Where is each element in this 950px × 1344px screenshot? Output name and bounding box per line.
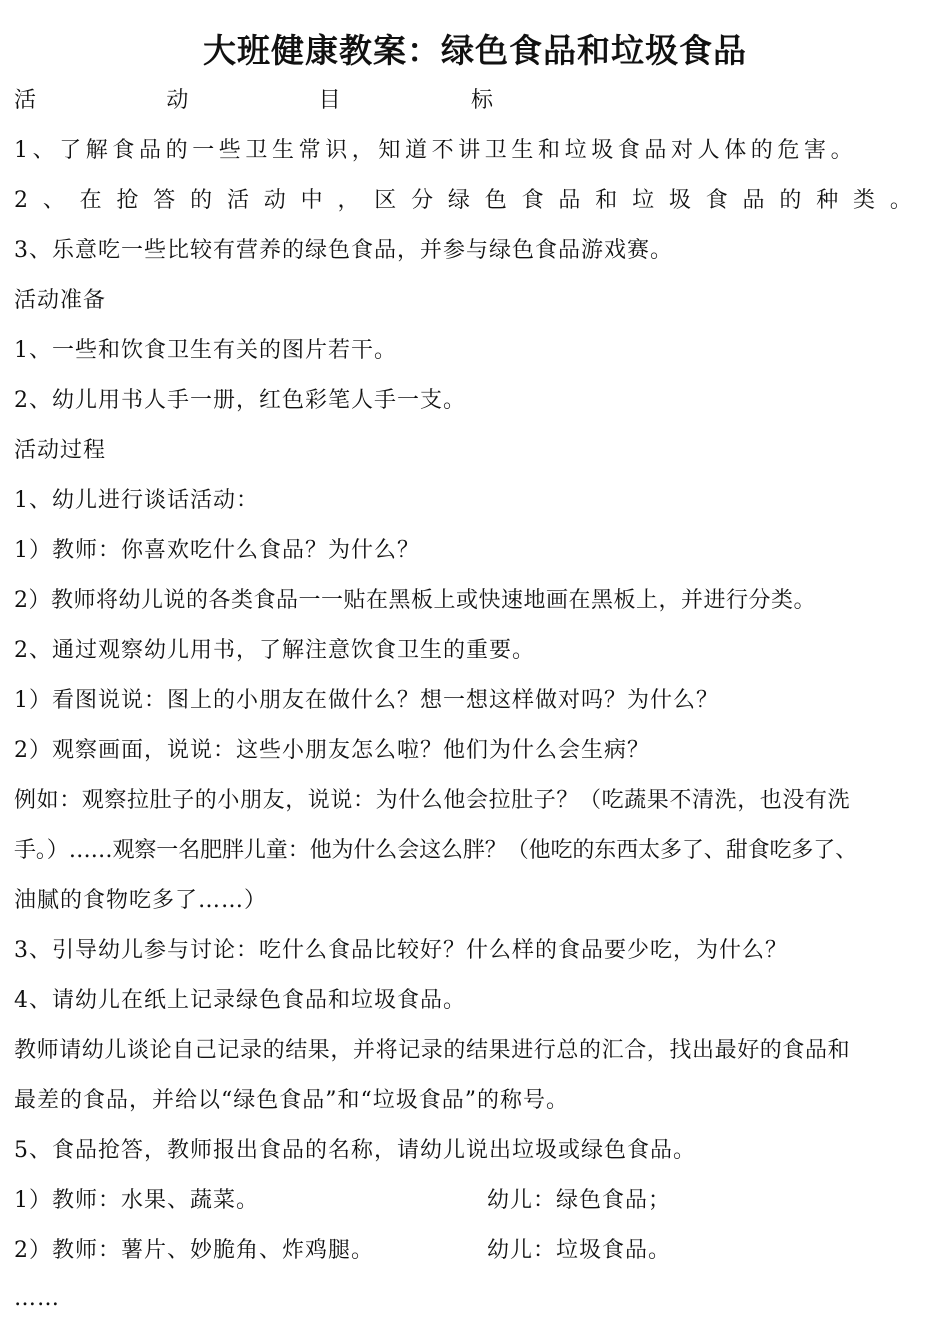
objective-char: 品: [742, 188, 765, 213]
objective-char: 的: [190, 188, 213, 213]
objective-item-1: 1、了解食品的一些卫生常识，知道不讲卫生和垃圾食品对人体的危害。: [14, 138, 858, 163]
objective-char: 色: [484, 188, 507, 213]
example-line-1: 例如：观察拉肚子的小朋友，说说：为什么他会拉肚子？（吃蔬果不清洗，也没有洗: [14, 788, 851, 813]
process-step-1: 1、幼儿进行谈话活动：: [14, 488, 259, 513]
preparation-item-2: 2、幼儿用书人手一册，红色彩笔人手一支。: [14, 388, 466, 413]
objective-char: 垃: [632, 188, 655, 213]
process-heading: 活动过程: [14, 438, 107, 463]
process-step-1-a: 1）教师：你喜欢吃什么食品？为什么？: [14, 538, 420, 563]
objective-char: 品: [558, 188, 581, 213]
objective-char: 和: [595, 188, 618, 213]
objective-char: 抢: [116, 188, 139, 213]
process-step-4: 4、请幼儿在纸上记录绿色食品和垃圾食品。: [14, 988, 466, 1013]
objective-char: 中: [300, 188, 323, 213]
objective-char: 、: [42, 188, 65, 213]
step-5-b-teacher: 2）教师：薯片、妙脆角、炸鸡腿。: [14, 1238, 374, 1263]
objective-item-3: 3、乐意吃一些比较有营养的绿色食品，并参与绿色食品游戏赛。: [14, 238, 673, 263]
preparation-heading: 活动准备: [14, 288, 107, 313]
process-step-2: 2、通过观察幼儿用书，了解注意饮食卫生的重要。: [14, 638, 535, 663]
objective-char: 圾: [668, 188, 691, 213]
preparation-item-1: 1、一些和饮食卫生有关的图片若干。: [14, 338, 397, 363]
objective-char: 。: [889, 188, 912, 213]
objectives-heading: [14, 86, 494, 116]
heading-char: 标: [470, 88, 494, 113]
objective-char: 绿: [447, 188, 470, 213]
document-title: 大班健康教案：绿色食品和垃圾食品: [203, 31, 747, 70]
objective-char: 种: [816, 188, 839, 213]
heading-char: 活: [14, 88, 38, 113]
objective-char: 2: [14, 188, 28, 213]
ellipsis: ……: [14, 1286, 60, 1311]
objective-char: 活: [226, 188, 249, 213]
objective-char: ，: [337, 188, 360, 213]
objective-char: 区: [374, 188, 397, 213]
process-step-1-b: 2）教师将幼儿说的各类食品一一贴在黑板上或快速地画在黑板上，并进行分类。: [14, 588, 816, 613]
process-step-2-a: 1）看图说说：图上的小朋友在做什么？想一想这样做对吗？为什么？: [14, 688, 719, 713]
step-4-note-line-1: 教师请幼儿谈论自己记录的结果，并将记录的结果进行总的汇合，找出最好的食品和: [14, 1038, 851, 1063]
process-step-2-b: 2）观察画面，说说：这些小朋友怎么啦？他们为什么会生病？: [14, 738, 650, 763]
process-step-5: 5、食品抢答，教师报出食品的名称，请幼儿说出垃圾或绿色食品。: [14, 1138, 696, 1163]
step-4-note-line-2: 最差的食品，并给以“绿色食品”和“垃圾食品”的称号。: [14, 1088, 569, 1113]
objective-char: 的: [779, 188, 802, 213]
process-step-3: 3、引导幼儿参与讨论：吃什么食品比较好？什么样的食品要少吃，为什么？: [14, 938, 788, 963]
step-5-a-child: 幼儿：绿色食品；: [487, 1188, 672, 1213]
objective-char: 食: [521, 188, 544, 213]
example-line-3: 油腻的食物吃多了……）: [14, 888, 268, 913]
example-line-2: 手。）……观察一名肥胖儿童：他为什么会这么胖？（他吃的东西太多了、甜食吃多了、: [14, 838, 858, 863]
heading-char: 动: [166, 88, 190, 113]
objective-char: 分: [411, 188, 434, 213]
objective-char: 在: [79, 188, 102, 213]
objective-char: 类: [853, 188, 876, 213]
heading-char: 目: [318, 88, 342, 113]
objective-item-2: [14, 186, 912, 216]
objective-char: 动: [263, 188, 286, 213]
objective-char: 食: [705, 188, 728, 213]
step-5-b-child: 幼儿：垃圾食品。: [487, 1238, 672, 1263]
step-5-a-teacher: 1）教师：水果、蔬菜。: [14, 1188, 259, 1213]
objective-char: 答: [153, 188, 176, 213]
